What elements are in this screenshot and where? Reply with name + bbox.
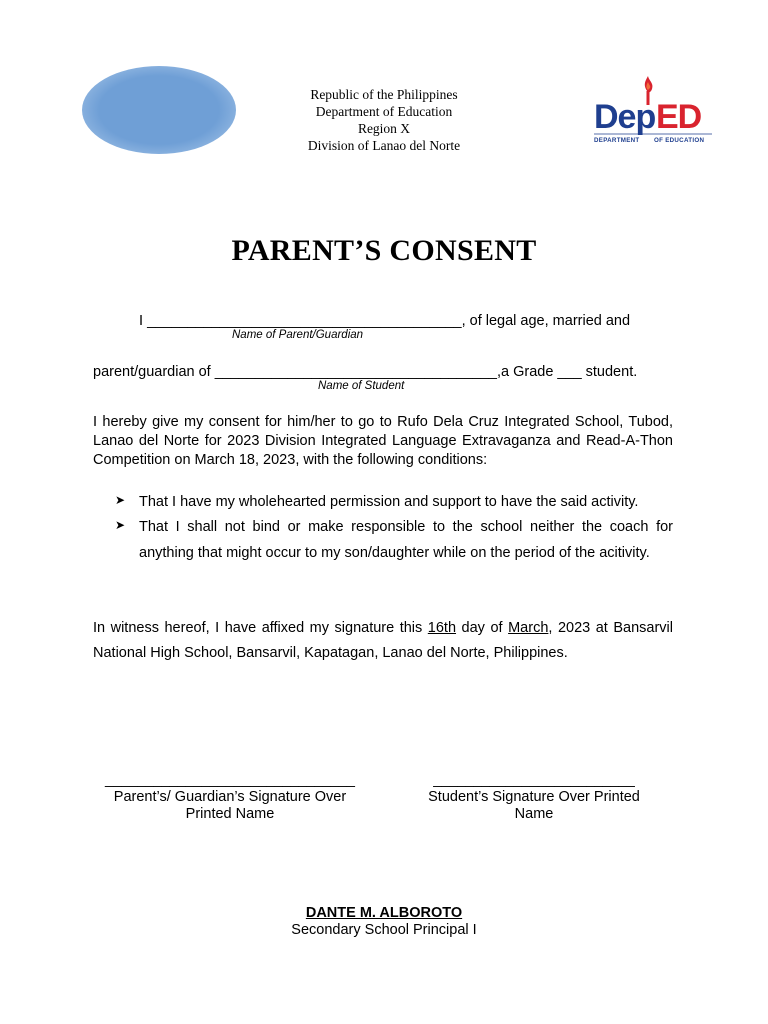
letterhead-line-republic: Republic of the Philippines [310,87,458,102]
student-line-prefix: parent/guardian of [93,364,211,380]
student-signature-line[interactable]: _________________________ [433,772,635,788]
parent-signature-line[interactable]: _______________________________ [105,772,355,788]
document-title: PARENT’S CONSENT [231,234,537,267]
student-signature-block [404,772,664,823]
consent-paragraph: I hereby give my consent for him/her to go to Rufo Dela Cruz Integrated School, Tubod, Lanao del Norte for 2023 Division Integrated Language Extravaganza and Read-A-Thon Competition on March 18, 2023, with the following conditions: [93,414,673,468]
student-name-blank[interactable]: ___________________________________ [214,364,497,380]
letterhead-line-region: Region X [357,121,411,136]
parent-signature-label: Printed Name [185,806,275,822]
parent-line-suffix: , of legal age, married and [461,313,631,329]
deped-logo-icon [592,76,716,148]
parent-name-blank[interactable]: _______________________________________ [147,313,462,329]
student-name-caption: Name of Student [318,380,405,392]
signature-month: March [508,620,549,636]
letterhead-line-department: Department of Education [315,104,453,119]
letterhead-line-division: Division of Lanao del Norte [307,138,461,153]
witness-text: day of [456,620,509,636]
parent-name-caption: Name of Parent/Guardian [232,329,364,341]
student-signature-label: Name [514,806,554,822]
student-name-line [93,363,637,381]
condition-text: That I have my wholehearted permission and support to have the said activity. [139,494,639,510]
condition-text: That I shall not bind or make responsible to the school neither the coach for anything that might occur to my son/daughter while on the period of the acitivity. [139,519,673,561]
parent-signature-label: Parent’s/ Guardian’s Signature Over [113,789,347,805]
parent-name-line [139,312,630,330]
student-signature-label: Student’s Signature Over Printed [428,789,640,805]
condition-item [93,490,673,516]
witness-paragraph [93,616,673,666]
letterhead [234,86,534,154]
svg-text:DEPARTMENT: DEPARTMENT [594,137,640,144]
svg-text:OF EDUCATION: OF EDUCATION [654,137,705,144]
witness-text: , 2023 at Bansarvil National High School, Bansarvil, Kapatagan, Lanao del Norte, Philippines. [93,620,673,661]
division-seal-icon [82,66,236,154]
svg-text:ED: ED [656,98,702,136]
arrow-bullet-icon: ➤ [115,518,126,532]
parent-line-prefix: I [139,313,144,329]
student-line-suffix: ,a Grade ___ student. [496,364,638,380]
parent-signature-block [90,772,370,823]
condition-item [93,515,673,566]
principal-title: Secondary School Principal I [291,922,477,938]
principal-name: DANTE M. ALBOROTO [305,905,463,921]
witness-text: In witness hereof, I have affixed my signature this [93,620,428,636]
arrow-bullet-icon: ➤ [115,493,126,507]
signature-day: 16th [427,620,457,636]
svg-text:Dep: Dep [594,98,656,136]
